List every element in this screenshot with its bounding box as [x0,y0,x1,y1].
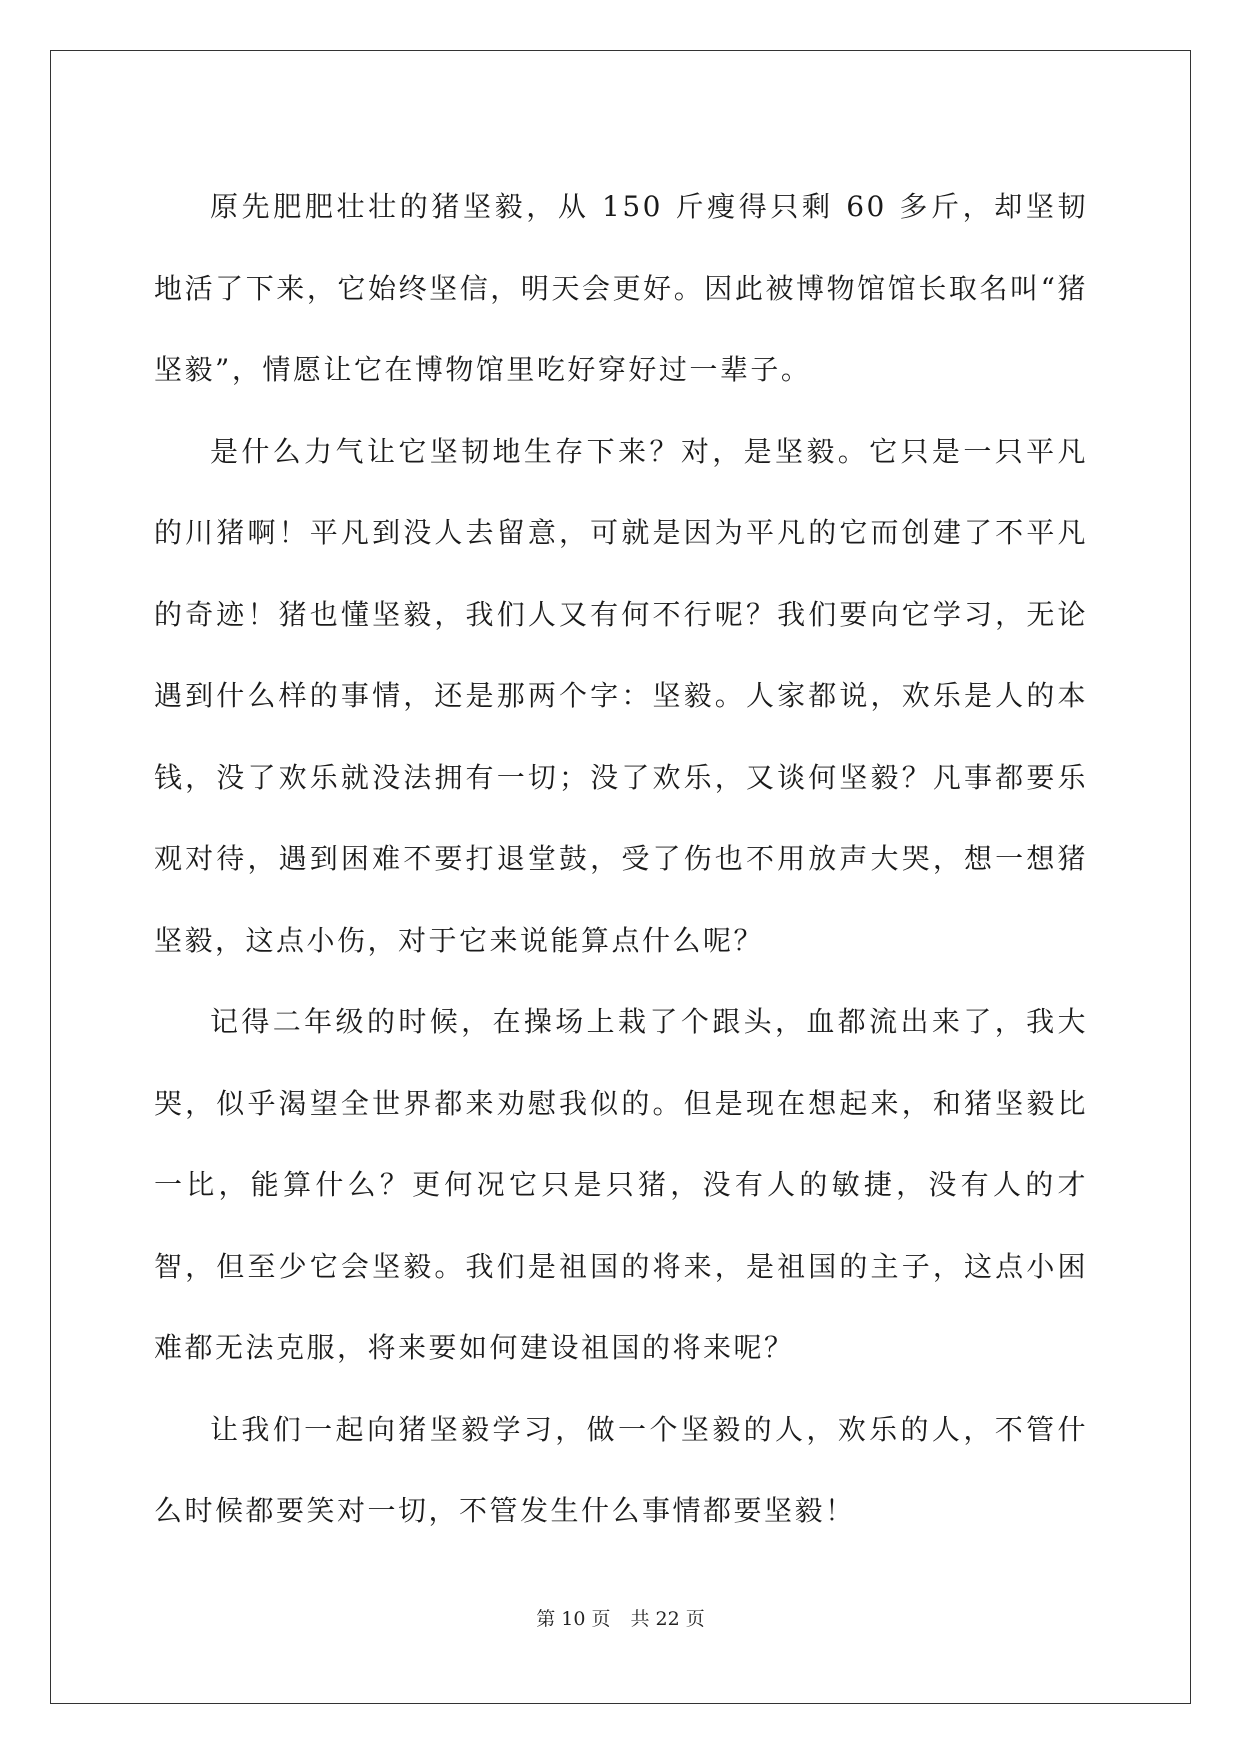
page-number-current: 第 10 页 [536,1608,611,1630]
paragraph-2: 是什么力气让它坚韧地生存下来？对，是坚毅。它只是一只平凡的川猪啊！平凡到没人去留意，可就是因为平凡的它而创建了不平凡的奇迹！猪也懂坚毅，我们人又有何不行呢？我们要向它学习，无论遇到什么样的事情，还是那两个字：坚毅。人家都说，欢乐是人的本钱，没了欢乐就没法拥有一切；没了欢乐，又谈何坚毅？凡事都要乐观对待，遇到困难不要打退堂鼓，受了伤也不用放声大哭，想一想猪坚毅，这点小伤，对于它来说能算点什么呢？ [154,434,1088,957]
paragraph-3: 记得二年级的时候，在操场上栽了个跟头，血都流出来了，我大哭，似乎渴望全世界都来劝慰我似的。但是现在想起来，和猪坚毅比一比，能算什么？更何况它只是只猪，没有人的敏捷，没有人的才智，但至少它会坚毅。我们是祖国的将来，是祖国的主子，这点小困难都无法克服，将来要如何建设祖国的将来呢？ [154,1005,1088,1364]
document-body [154,166,1088,1552]
page-number-total: 共 22 页 [630,1608,705,1630]
page-footer [0,1604,1241,1631]
paragraph-4: 让我们一起向猪坚毅学习，做一个坚毅的人，欢乐的人，不管什么时候都要笑对一切，不管发生什么事情都要坚毅！ [154,1412,1088,1527]
paragraph-1: 原先肥肥壮壮的猪坚毅，从 150 斤瘦得只剩 60 多斤，却坚韧地活了下来，它始终坚信，明天会更好。因此被博物馆馆长取名叫“猪坚毅”，情愿让它在博物馆里吃好穿好过一辈子。 [154,190,1088,386]
